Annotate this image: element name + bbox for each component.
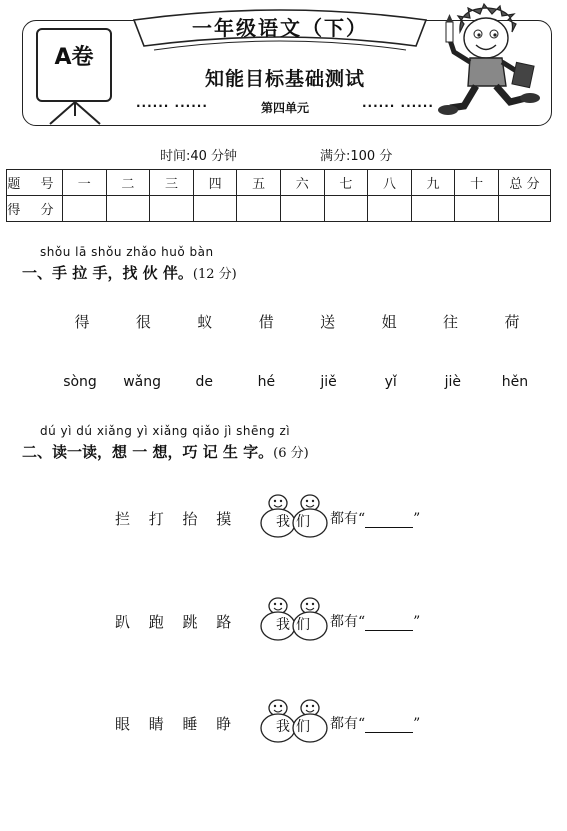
q1-pinyin: shǒu lā shǒu zhǎo huǒ bàn: [40, 245, 214, 259]
table-cell: 五: [237, 170, 281, 196]
answer-blank[interactable]: [365, 718, 413, 733]
bubble-label: 我们: [276, 719, 316, 735]
score-input-cell[interactable]: [280, 196, 324, 222]
unit-label: 第四单元: [260, 101, 309, 115]
table-row: [7, 196, 551, 222]
q1-title: [22, 262, 237, 283]
score-input-cell[interactable]: [63, 196, 107, 222]
q2-title-text: 读一读，想 一 想，巧 记 生 字。: [52, 443, 274, 461]
char-item[interactable]: 借: [258, 313, 274, 331]
char-item[interactable]: 蚁: [197, 313, 213, 331]
char-item[interactable]: 往: [443, 313, 459, 331]
answer-blank[interactable]: [365, 513, 413, 528]
table-cell: 四: [193, 170, 237, 196]
score-table: [6, 169, 551, 222]
char-item[interactable]: 荷: [504, 313, 520, 331]
easel-stand-icon: [40, 100, 110, 126]
q2-number: 二、: [22, 443, 53, 461]
score-input-cell[interactable]: [499, 196, 551, 222]
table-cell: 三: [150, 170, 194, 196]
q1-title-text: 手 拉 手，找 伙 伴。: [52, 264, 193, 282]
pinyin-item[interactable]: hé: [257, 374, 276, 390]
pinyin-item[interactable]: sòng: [63, 374, 97, 390]
table-cell: 九: [411, 170, 455, 196]
page-title: 知能目标基础测试: [204, 68, 365, 90]
tail-text: 都有“: [330, 716, 366, 732]
char-item[interactable]: 很: [135, 313, 151, 331]
cartoon-boy-illustration: [430, 2, 540, 124]
table-cell: 十: [455, 170, 499, 196]
score-input-cell[interactable]: [237, 196, 281, 222]
q2-group-chars: 眼 睛 睡 睁: [115, 715, 239, 733]
table-cell: 七: [324, 170, 368, 196]
pinyin-item[interactable]: yǐ: [384, 374, 397, 390]
score-input-cell[interactable]: [193, 196, 237, 222]
score-input-cell[interactable]: [455, 196, 499, 222]
q1-pinyin-row: [55, 374, 540, 390]
tail-text: 都有“: [330, 511, 366, 527]
banner-title: 一年级语文（下）: [192, 16, 368, 40]
q1-char-row: [62, 311, 532, 332]
paper-label: A卷: [54, 45, 94, 70]
q2-group-chars: 拦 打 抬 摸: [115, 510, 239, 528]
table-cell: 六: [280, 170, 324, 196]
right-dots: ······ ······: [362, 99, 434, 113]
table-cell: 一: [63, 170, 107, 196]
q2-title: [22, 441, 309, 462]
bubble-label: 我们: [276, 617, 316, 633]
table-row: [7, 170, 551, 196]
close-quote: ”: [413, 716, 421, 732]
char-item[interactable]: 得: [74, 313, 90, 331]
score-input-cell[interactable]: [411, 196, 455, 222]
tail-text: 都有“: [330, 614, 366, 630]
table-cell: 八: [368, 170, 412, 196]
close-quote: ”: [413, 614, 421, 630]
char-item[interactable]: 姐: [381, 313, 397, 331]
table-cell: 二: [106, 170, 150, 196]
pinyin-item[interactable]: jiè: [444, 374, 462, 390]
left-dots: ······ ······: [136, 99, 208, 113]
bubble-label: 我们: [276, 514, 316, 530]
score-input-cell[interactable]: [368, 196, 412, 222]
score-input-cell[interactable]: [324, 196, 368, 222]
q1-number: 一、: [22, 264, 53, 282]
q2-points: (6 分): [273, 446, 309, 461]
full-score-info: 满分:100 分: [320, 149, 393, 164]
answer-blank[interactable]: [365, 616, 413, 631]
close-quote: ”: [413, 511, 421, 527]
table-header-label: 题 号: [7, 170, 63, 196]
char-item[interactable]: 送: [320, 313, 336, 331]
pinyin-item[interactable]: wǎng: [123, 374, 162, 390]
pinyin-item[interactable]: hěn: [501, 374, 529, 390]
q2-answer-line: [330, 508, 420, 528]
pinyin-item[interactable]: jiě: [320, 374, 337, 390]
score-input-cell[interactable]: [150, 196, 194, 222]
q1-points: (12 分): [192, 267, 237, 282]
q2-pinyin: dú yì dú xiǎng yì xiǎng qiǎo jì shēng zì: [40, 424, 291, 438]
pinyin-item[interactable]: de: [195, 374, 214, 390]
q2-answer-line: [330, 611, 420, 631]
time-info: 时间:40 分钟: [160, 149, 238, 164]
q2-answer-line: [330, 713, 420, 733]
table-score-label: 得 分: [7, 196, 63, 222]
score-input-cell[interactable]: [106, 196, 150, 222]
table-cell: 总 分: [499, 170, 551, 196]
q2-group-chars: 趴 跑 跳 路: [115, 613, 239, 631]
